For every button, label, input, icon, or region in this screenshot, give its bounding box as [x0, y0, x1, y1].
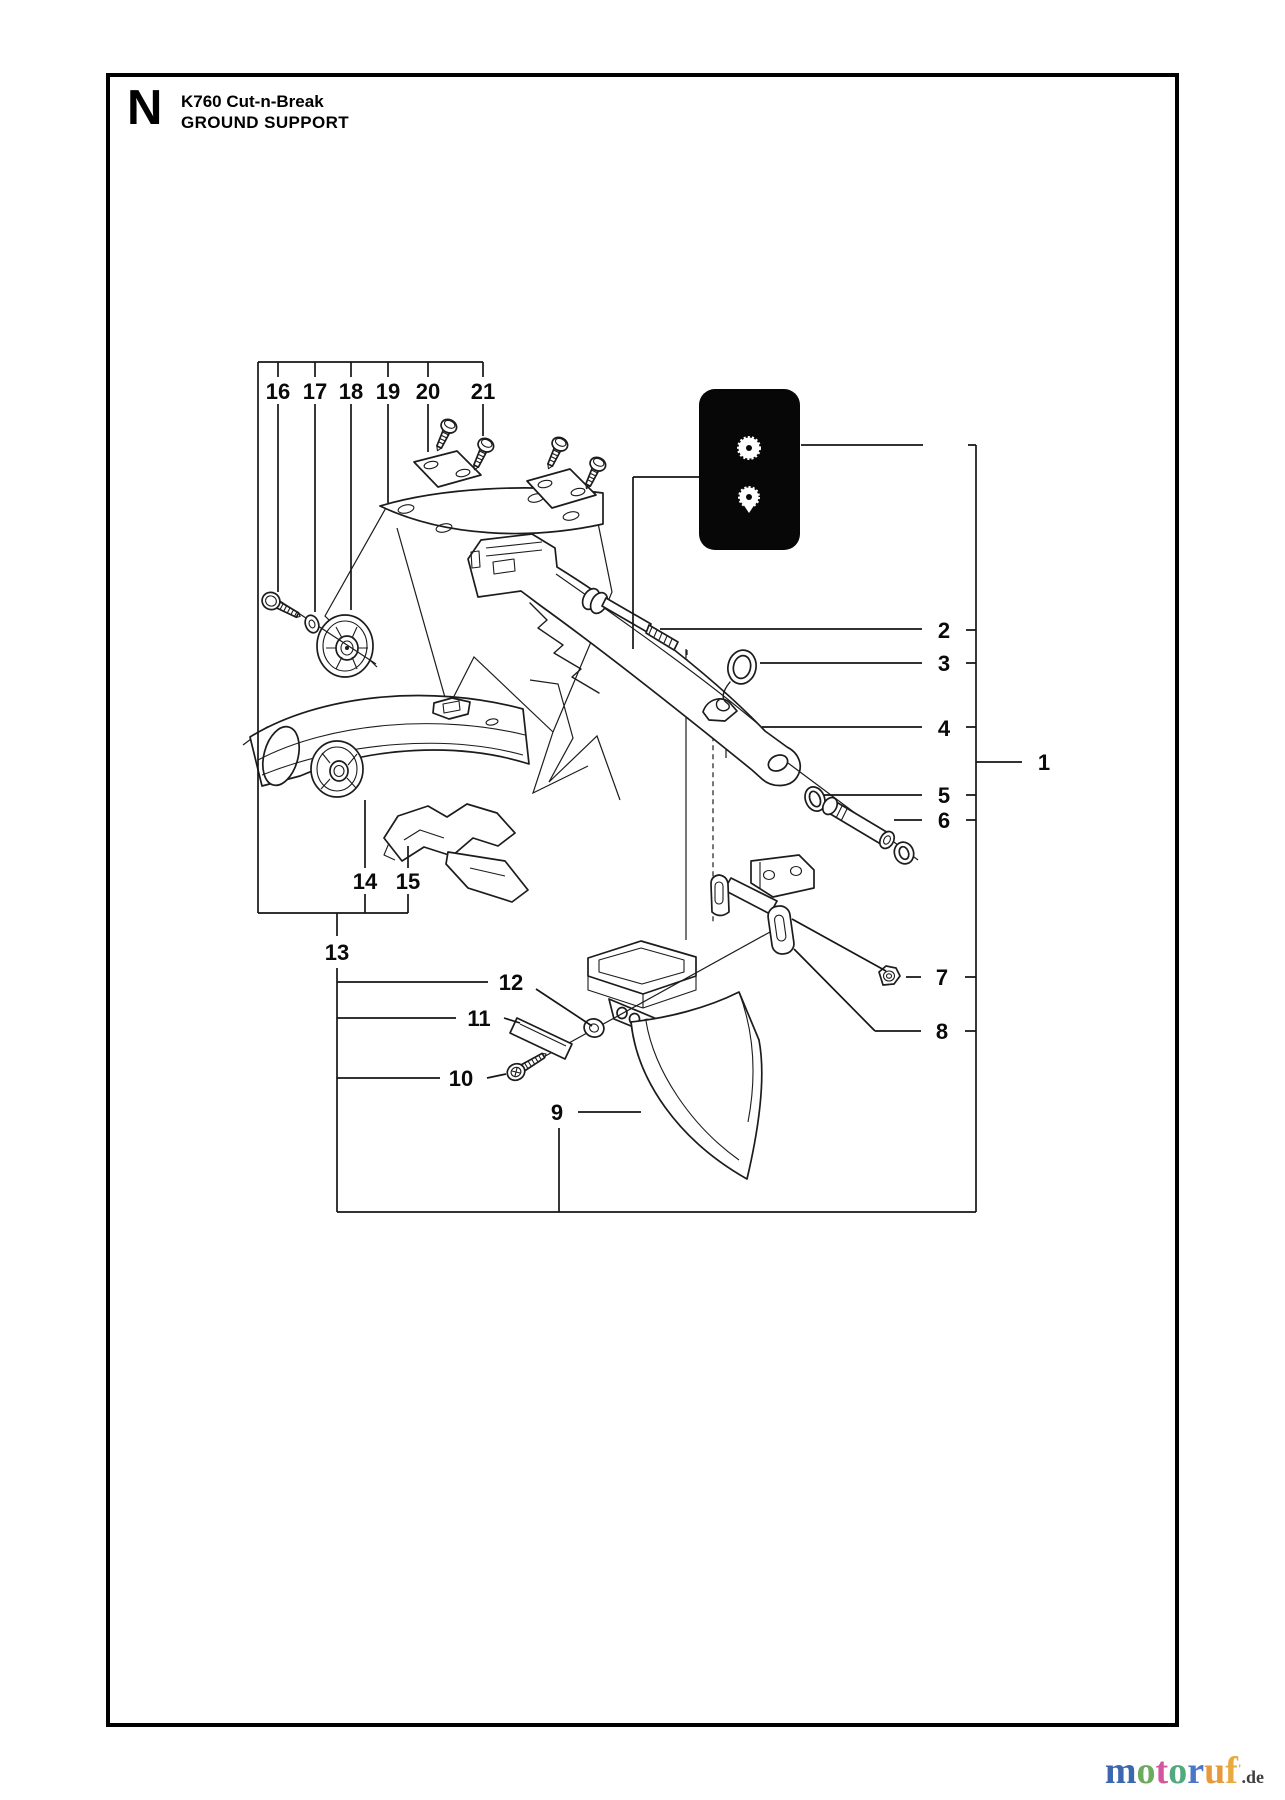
callout-5: 5	[937, 782, 951, 808]
callout-19: 19	[375, 378, 401, 404]
part-14-cover	[250, 696, 529, 797]
callout-16: 16	[265, 378, 291, 404]
logo-letter: m	[1104, 1750, 1137, 1792]
callout-6: 6	[937, 807, 951, 833]
callout-18: 18	[338, 378, 364, 404]
logo-letter: t	[1155, 1750, 1169, 1792]
logo-letter: o	[1168, 1750, 1188, 1792]
section-letter: N	[127, 81, 163, 135]
part-6-pin	[820, 795, 897, 851]
part-18-roller-wheel	[317, 615, 373, 677]
callout-leader-lines	[258, 362, 1022, 1212]
callout-11: 11	[467, 1005, 491, 1031]
part-9-splash-guard	[588, 941, 762, 1179]
logo-letter: o	[1136, 1750, 1156, 1792]
callout-12: 12	[498, 969, 524, 995]
callout-21: 21	[470, 378, 496, 404]
callout-4: 4	[937, 715, 951, 741]
callout-13: 13	[324, 939, 350, 965]
callout-9: 9	[550, 1099, 564, 1125]
logo-letter: r	[1187, 1750, 1205, 1792]
part-12-washer	[582, 1016, 607, 1040]
callout-3: 3	[937, 650, 951, 676]
assembly-axis-lines	[280, 601, 918, 1070]
logo-letter: f	[1225, 1750, 1238, 1792]
part-8-bracket	[711, 855, 814, 955]
callout-14: 14	[352, 868, 378, 894]
callout-7: 7	[935, 964, 949, 990]
page-title: GROUND SUPPORT	[181, 113, 350, 132]
part-22-support-pad	[699, 389, 800, 550]
part-11-clamp-strip	[510, 1018, 572, 1059]
logo-tld: .de	[1241, 1767, 1264, 1787]
part-16-screw	[259, 589, 304, 624]
part-10-screw	[504, 1047, 550, 1083]
motoruf-logo	[1105, 1749, 1264, 1793]
callout-8: 8	[935, 1018, 949, 1044]
callout-17: 17	[302, 378, 328, 404]
logo-word	[1105, 1750, 1238, 1792]
callout-15: 15	[395, 868, 421, 894]
logo-trademark-tick: '	[1237, 1761, 1242, 1776]
callout-20: 20	[415, 378, 441, 404]
logo-letter: u	[1204, 1750, 1226, 1792]
model-name: K760 Cut-n-Break	[181, 92, 324, 111]
pad-body	[699, 389, 800, 550]
callout-2: 2	[937, 617, 951, 643]
part-17-washer	[303, 613, 321, 634]
callout-10: 10	[448, 1065, 474, 1091]
callout-1: 1	[1037, 749, 1051, 775]
